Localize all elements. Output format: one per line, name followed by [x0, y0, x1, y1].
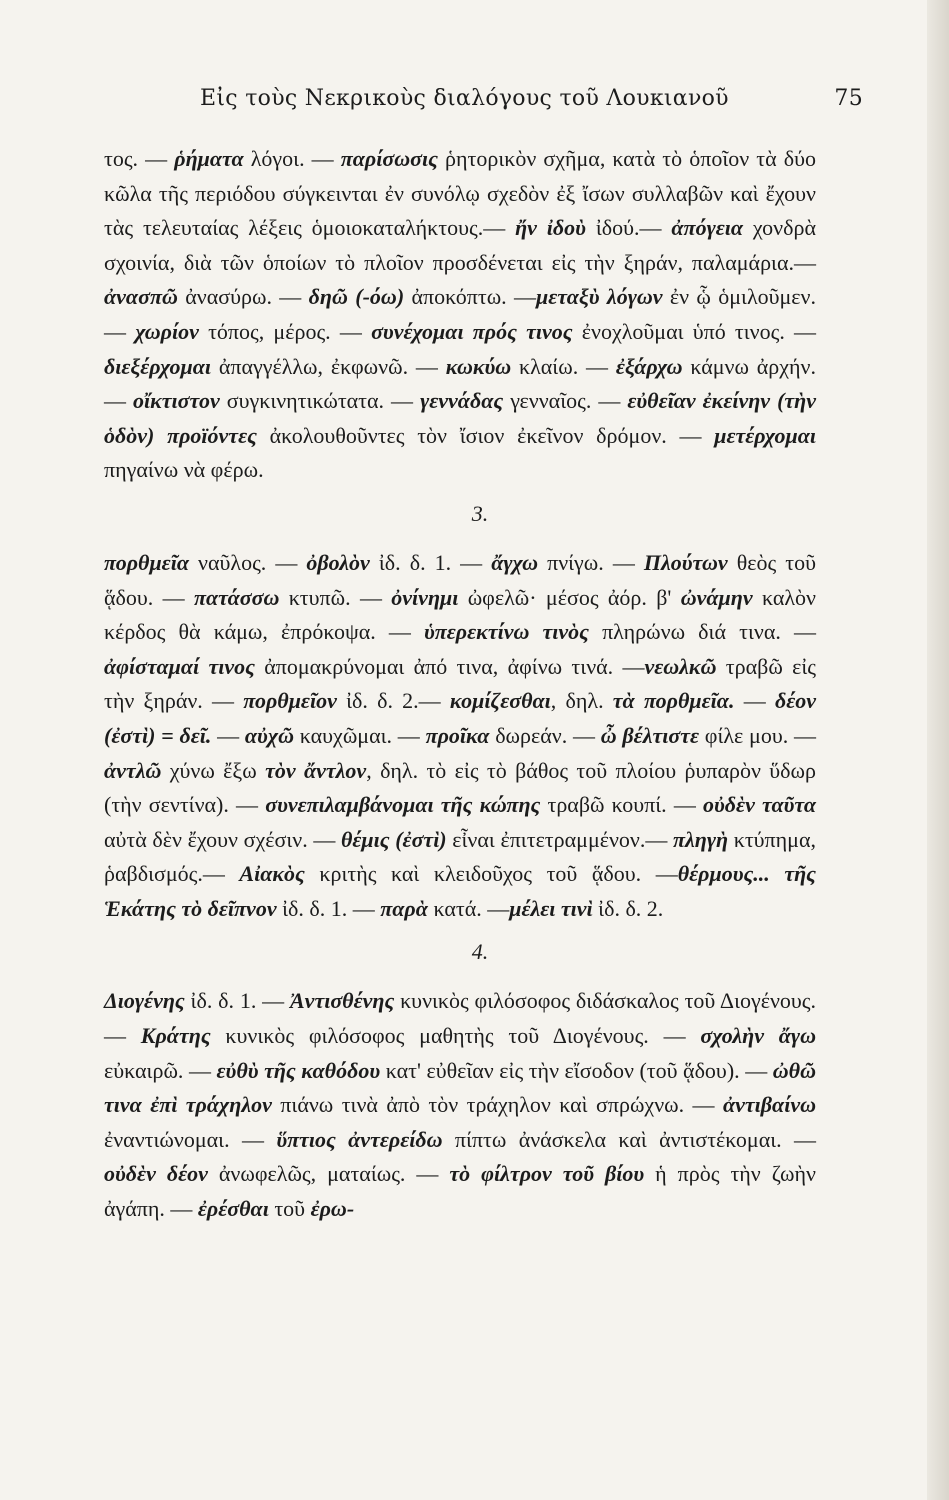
glossary-definition: δωρεάν. — [489, 722, 601, 748]
glossary-term: ὀνίνημι [391, 584, 459, 610]
glossary-definition: ἰδ. δ. 2. [592, 895, 664, 921]
glossary-term: ἀντλῶ [104, 757, 162, 783]
glossary-definition: χονδρὰ σχοινία, διὰ τῶν ὁποίων τὸ πλοῖον προσδένεται εἰς τὴν ξηράν, παλαμάρια.— [104, 215, 817, 275]
glossary-definition: καλὸν κέρδος θὰ κάμω, ἐπρόκοψα. — [104, 584, 816, 645]
glossary-definition: τραβῶ κουπί. — [540, 792, 703, 818]
glossary-definition: ἀπαγγέλλω, ἐκφωνῶ. — [211, 353, 446, 379]
glossary-term: εὐθὺ τῆς καθόδου [216, 1057, 381, 1083]
glossary-term: οὐδὲν δέον [104, 1161, 208, 1187]
glossary-body [104, 142, 816, 1227]
page-number: 75 [834, 86, 863, 111]
glossary-term: μέλει τινὶ [509, 895, 593, 921]
glossary-definition: , δηλ. [550, 688, 613, 714]
glossary-definition: ἀπομακρύνομαι ἀπό τινα, ἀφίνω τινά. — [254, 653, 645, 679]
glossary-definition: ἐναντιώνομαι. — [104, 1126, 277, 1152]
glossary-definition: ναῦλος. — [189, 549, 307, 575]
glossary-term: ἤν ἰδοὺ [515, 215, 586, 241]
glossary-term: ὠθῶ τινα ἐπὶ τράχηλον [104, 1057, 816, 1118]
glossary-term: τὰ πορθμεῖα. [612, 688, 735, 714]
glossary-definition: — [734, 688, 775, 714]
glossary-term: κομίζεσθαι [449, 688, 551, 714]
glossary-term: τὸ φίλτρον τοῦ βίου [449, 1161, 645, 1187]
glossary-term: προῖκα [425, 722, 490, 748]
glossary-definition: κατά. — [427, 895, 510, 921]
glossary-term: τὸν ἄντλον [265, 757, 367, 783]
glossary-term: διεξέρχομαι [104, 353, 212, 379]
glossary-section-2 [104, 142, 816, 488]
glossary-definition: ἰδ. δ. 2.— [336, 688, 450, 714]
glossary-term: συνέχομαι πρός τινος [371, 318, 573, 344]
glossary-term: Κράτης [140, 1023, 211, 1049]
glossary-section-3 [104, 546, 816, 927]
glossary-term: ὦ βέλτιστε [600, 722, 699, 748]
glossary-definition: κλαίω. — [511, 353, 616, 379]
glossary-definition: ῥητορικὸν σχῆμα, κατὰ τὸ ὁποῖον τὰ δύο κῶλα τῆς περιόδου σύγκεινται ἐν συνόλῳ σχεδὸν ἐξ ἴσων συλλαβῶν καὶ ἔχουν τὰς τελευταίας λέξεις ὁμοιοκαταλήκτους.— [104, 146, 816, 241]
glossary-term: Πλούτων [643, 549, 728, 575]
glossary-definition: συγκινητικώτατα. — [219, 388, 421, 414]
glossary-term: πατάσσω [193, 584, 280, 610]
glossary-term: Ἀντισθένης [290, 988, 395, 1014]
glossary-definition: ἀνωφελῶς, ματαίως. — [207, 1161, 450, 1187]
glossary-term: δηῶ (-όω) [308, 284, 405, 310]
glossary-term: πληγὴ [673, 826, 729, 852]
glossary-term: γεννάδας [420, 388, 504, 414]
glossary-definition: κριτὴς καὶ κλειδοῦχος τοῦ ᾅδου. — [304, 861, 678, 887]
glossary-definition: πηγαίνω νὰ φέρω. [104, 457, 264, 483]
glossary-definition: κυνικὸς φιλόσοφος διδάσκαλος τοῦ Διογένους. — [104, 988, 816, 1049]
glossary-definition: ἰδού.— [585, 215, 672, 241]
glossary-term: ἄγχω [491, 549, 539, 575]
glossary-definition: ἰδ. δ. 1. — [369, 549, 492, 575]
glossary-definition: ἀνασύρω. — [177, 284, 309, 310]
glossary-term: κωκύω [445, 353, 512, 379]
glossary-definition: λόγοι. — [243, 146, 341, 171]
glossary-definition: κάμνω ἀρχήν. — [104, 353, 816, 414]
glossary-definition: αὐτὰ δὲν ἔχουν σχέσιν. — [104, 826, 341, 852]
glossary-definition: τόπος, μέρος. — [198, 318, 372, 344]
glossary-definition: ἰδ. δ. 1. — [276, 895, 381, 921]
glossary-term: ἐξάρχω [615, 353, 683, 379]
glossary-term: ὠνάμην [680, 584, 753, 610]
glossary-definition: τος. — [104, 146, 175, 171]
glossary-definition: κατ' εὐθεῖαν εἰς τὴν εἴσοδον (τοῦ ᾅδου). — [380, 1057, 773, 1083]
running-title: Εἰς τοὺς Νεκρικοὺς διαλόγους τοῦ Λουκιανοῦ [200, 86, 729, 111]
glossary-term: ἀνασπῶ [104, 284, 178, 310]
glossary-term: πορθμεῖον [243, 688, 337, 714]
glossary-term: αὐχῶ [244, 722, 294, 748]
glossary-term: σχολὴν ἄγω [700, 1023, 816, 1049]
glossary-term: μεταξὺ λόγων [536, 284, 663, 310]
glossary-definition: ἀποκόπτω. — [404, 284, 537, 310]
glossary-term: ῥήματα [174, 146, 244, 171]
section-3-heading: 3. [471, 500, 489, 526]
glossary-term: ἐρέσθαι [197, 1196, 269, 1222]
glossary-definition: κτύπημα, ῥαβδισμός.— [104, 826, 816, 887]
glossary-definition: , δηλ. τὸ εἰς τὸ βάθος τοῦ πλοίου ῥυπαρὸν ὕδωρ (τὴν σεντίνα). — [104, 757, 816, 818]
glossary-term: παρὰ [380, 895, 428, 921]
glossary-term: ὕπτιος ἀντερείδω [276, 1126, 443, 1152]
glossary-definition: εἶναι ἐπιτετραμμένον.— [446, 826, 674, 852]
glossary-definition: τραβῶ εἰς τὴν ξηράν. — [104, 653, 816, 714]
glossary-term: ἐρω- [310, 1196, 355, 1222]
glossary-term: ἀφίσταμαί τινος [104, 653, 255, 679]
glossary-definition: πίπτω ἀνάσκελα καὶ ἀντιστέκομαι. — [442, 1126, 816, 1152]
glossary-definition: καυχῶμαι. — [293, 722, 426, 748]
glossary-definition: πληρώνω διά τινα. — [588, 619, 816, 645]
glossary-definition: φίλε μου. — [699, 722, 816, 748]
glossary-term: ἀπόγεια [671, 215, 744, 241]
page-edge-shadow [927, 0, 949, 1500]
glossary-term: μετέρχομαι [714, 422, 816, 448]
glossary-term: δέον (ἐστὶ) = δεῖ. [104, 688, 816, 748]
glossary-term: Αἰακὸς [239, 861, 305, 887]
glossary-section-4 [104, 984, 816, 1226]
glossary-definition: ὠφελῶ· μέσος ἀόρ. β' [458, 584, 681, 610]
glossary-definition: τοῦ [268, 1196, 311, 1222]
glossary-definition: ἀκολουθοῦντες τὸν ἴσιον ἐκεῖνον δρόμον. — [256, 422, 715, 448]
glossary-term: θέμις (ἐστὶ) [340, 826, 447, 852]
glossary-definition: ἡ πρὸς τὴν ζωὴν ἀγάπη. — [104, 1161, 816, 1222]
glossary-definition: πνίγω. — [538, 549, 644, 575]
glossary-term: οἴκτιστον [133, 388, 220, 414]
glossary-term: συνεπιλαμβάνομαι τῆς κώπης [265, 792, 541, 818]
glossary-term: θέρμους... τῆς Ἑκάτης τὸ δεῖπνον [104, 861, 816, 921]
glossary-definition: χύνω ἔξω [161, 757, 266, 783]
glossary-term: εὐθεῖαν ἐκείνην (τὴν ὁδὸν) προϊόντες [104, 388, 817, 448]
glossary-definition: θεὸς τοῦ ᾅδου. — [104, 549, 816, 610]
glossary-definition: ἰδ. δ. 1. — [184, 988, 290, 1014]
glossary-term: πορθμεῖα [104, 549, 189, 575]
glossary-definition: πιάνω τινὰ ἀπὸ τὸν τράχηλον καὶ σπρώχνω. — [271, 1092, 723, 1118]
glossary-term: ὑπερεκτίνω τινὸς [424, 619, 589, 645]
glossary-term: χωρίον [135, 318, 199, 344]
glossary-term: Διογένης [104, 988, 185, 1014]
glossary-definition: — [211, 722, 245, 748]
glossary-term: ὀβολὸν [306, 549, 370, 575]
glossary-definition: γενναῖος. — [503, 388, 628, 414]
glossary-term: ἀντιβαίνω [722, 1092, 816, 1118]
glossary-term: νεωλκῶ [644, 653, 717, 679]
glossary-definition: ἐν ᾧ ὁμιλοῦμεν. — [104, 284, 816, 344]
glossary-term: οὐδὲν ταῦτα [703, 792, 817, 818]
glossary-definition: εὐκαιρῶ. — [104, 1057, 217, 1083]
glossary-definition: ἐνοχλοῦμαι ὑπό τινος. — [572, 318, 817, 344]
glossary-definition: κυνικὸς φιλόσοφος μαθητὴς τοῦ Διογένους. — [210, 1023, 701, 1049]
section-4-heading: 4. [471, 939, 489, 965]
glossary-definition: κτυπῶ. — [279, 584, 392, 610]
glossary-term: παρίσωσις [340, 146, 438, 171]
running-header [104, 86, 863, 120]
